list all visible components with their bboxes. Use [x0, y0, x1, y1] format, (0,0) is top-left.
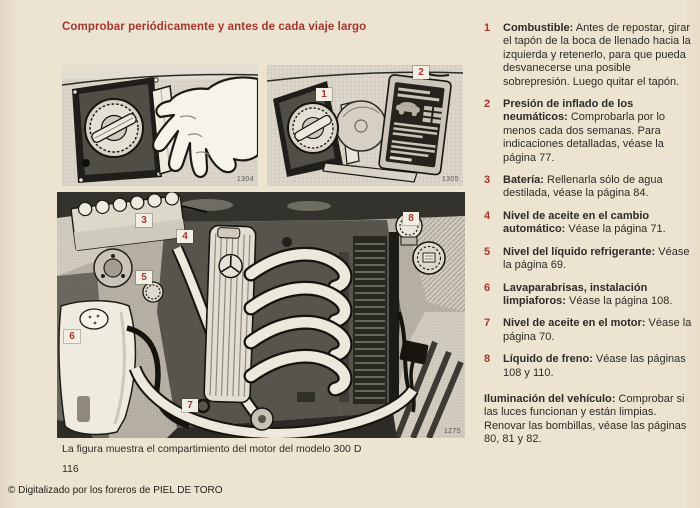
- callout-5: 5: [136, 271, 152, 284]
- item-number: 5: [484, 245, 491, 258]
- figure-ref-number: 1304: [236, 176, 254, 183]
- item-text: Nivel de aceite en el cambio automático: Véase la página 71.: [503, 209, 666, 236]
- lighting-note: Iluminación del vehículo: Comprobar si las luces funcionan y están limpias. Renovar las bombillas, véase las páginas 80, 81 y 82.: [484, 392, 687, 446]
- item-text: Presión de inflado de los neumáticos: Comprobarla por lo menos cada dos semanas. Para indicaciones detalladas, véase la página 77.: [503, 98, 666, 164]
- item-text: Nivel del líquido refrigerante: Véase la página 69.: [503, 245, 690, 272]
- figure-caption: La figura muestra el compartimiento del motor del modelo 300 D: [62, 443, 362, 455]
- page-number: 116: [62, 463, 79, 475]
- figure-ref-number: 1275: [443, 428, 461, 435]
- figure-engine-bay: [57, 192, 465, 438]
- callout-7: 7: [182, 399, 198, 412]
- item-text: Combustible: Antes de repostar, girar el tapón de la boca de llenado hacia la izquierda y retenerlo, para que pueda desvanecerse una posible sobrepresión. Luego quitar el tapón.: [503, 22, 691, 88]
- item-number: 1: [484, 22, 491, 34]
- figure-ref-number: 1305: [441, 176, 459, 183]
- callout-3: 3: [136, 214, 152, 227]
- checklist-item: [484, 246, 698, 273]
- checklist-item: [484, 22, 698, 89]
- page-heading: Comprobar periódicamente y antes de cada viaje largo: [62, 21, 367, 33]
- checklist-item: [484, 174, 698, 201]
- callout-4: 4: [177, 230, 193, 243]
- callout-1: 1: [316, 88, 332, 101]
- checklist-item: [484, 210, 698, 237]
- item-text: Batería: Rellenarla sólo de agua destilada, véase la página 84.: [503, 174, 663, 200]
- figure-filler-flap: [267, 65, 463, 186]
- item-number: 4: [484, 209, 491, 222]
- callout-2: 2: [413, 66, 429, 79]
- item-text: Nivel de aceite en el motor: Véase la página 70.: [503, 317, 692, 343]
- item-number: 2: [484, 98, 491, 111]
- checklist-item: [484, 353, 698, 380]
- item-text: Lavaparabrisas, instalación limpiaforos: Véase la página 108.: [503, 281, 673, 307]
- checklist-column: [484, 22, 698, 447]
- digitization-credit: © Digitalizado por los foreros de PIEL DE TORO: [8, 485, 223, 496]
- checklist-item: [484, 317, 698, 344]
- checklist-item: [484, 98, 698, 165]
- fuel-cap-illustration: [62, 65, 258, 186]
- item-text: Líquido de freno: Véase las páginas 108 y 110.: [503, 353, 686, 379]
- item-number: 3: [484, 174, 491, 187]
- engine-bay-illustration: [57, 192, 465, 438]
- filler-flap-illustration: [267, 65, 463, 186]
- figure-fuel-cap: [62, 65, 258, 186]
- checklist-item: [484, 282, 698, 309]
- item-number: 8: [484, 353, 491, 366]
- callout-6: 6: [64, 330, 80, 343]
- item-number: 6: [484, 281, 491, 294]
- item-number: 7: [484, 317, 491, 330]
- callout-8: 8: [403, 212, 419, 225]
